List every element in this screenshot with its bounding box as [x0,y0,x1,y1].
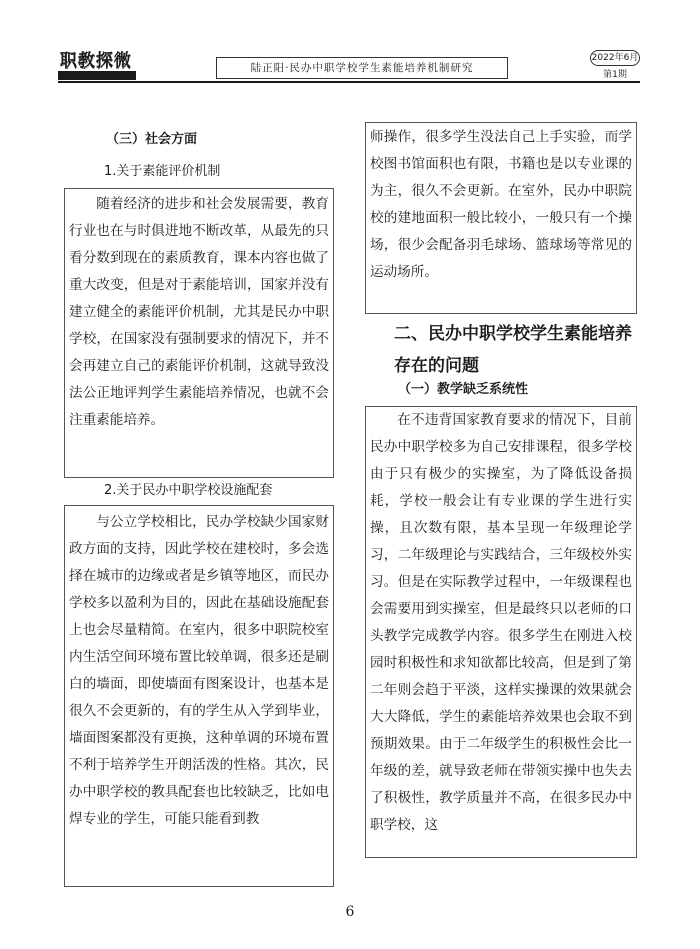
right-paragraph-box [365,406,637,858]
sub1-paragraph: 随着经济的进步和社会发展需要，教育行业也在与时俱进地不断改革，从最先的只看分数到现在的素质教育，课本内容也做了重大改变，但是对于素能培训，国家并没有建立健全的素能评价机制，尤其是民办中职学校，在国家没有强制要求的情况下，并不会再建立自己的素能评价机制，这就导致没法公正地评判学生素能培养情况，也就不会注重素能培养。 [69,196,329,428]
running-title: 陆正阳·民办中职学校学生素能培养机制研究 [216,57,508,79]
sub2-heading: 2.关于民办中职学校设施配套 [104,483,273,498]
right-paragraph: 在不违背国家教育要求的情况下，目前民办中职学校多为自己安排课程，很多学校由于只有极少的实操室，为了降低设备损耗，学校一般会让有专业课的学生进行实操，且次数有限，基本呈现一年级理论学习，二年级理论与实践结合，三年级校外实习。但是在实际教学过程中，一年级课程也会需要用到实操室，但是最终只以老师的口头教学完成教学内容。很多学生在刚进入校园时积极性和求知欲都比较高，但是到了第二年则会趋于平淡，这样实操课的效果就会大大降低，学生的素能培养效果也会取不到预期效果。由于二年级学生的积极性会比一年级的差，就导致老师在带领实操中也失去了积极性，教学质量并不高，在很多民办中职学校，这 [370,412,632,833]
journal-logo [58,50,136,80]
sub2-paragraph: 与公立学校相比，民办学校缺少国家财政方面的支持，因此学校在建校时，多会选择在城市的边缘或者是乡镇等地区，而民办学校多以盈利为目的，因此在基础设施配套上也会尽量精简。在室内，很多中职院校室内生活空间环境布置比较单调，很多还是刷白的墙面，即使墙面有图案设计，也基本是很久不会更新的，有的学生从入学到毕业，墙面图案都没有更换，这种单调的环境布置不利于培养学生开朗活泼的性格。其次，民办中职学校的教具配套也比较缺乏，比如电焊专业的学生，可能只能看到教 [69,514,329,827]
header-rule [58,81,640,83]
page-number: 6 [345,904,355,920]
left-section-heading: （三）社会方面 [106,132,198,147]
sub2-paragraph-box [64,505,334,887]
logo-underline [58,71,136,80]
right-sub-heading: （一）教学缺乏系统性 [398,382,529,397]
sub1-heading: 1.关于素能评价机制 [104,164,221,179]
issue-info [590,50,640,82]
issue-number: 第1期 [603,70,627,80]
sub1-paragraph-box [64,188,334,478]
continued-paragraph-box [365,122,637,314]
right-section-heading: 二、民办中职学校学生素能培养存在的问题 [394,324,632,376]
logo-text: 职教探微 [60,51,132,71]
issue-date: 2022年6月 [590,50,640,66]
continued-paragraph: 师操作，很多学生没法自己上手实验，而学校图书馆面积也有限，书籍也是以专业课的为主，很久不会更新。在室外，民办中职院校的建地面积一般比较小，一般只有一个操场，很少会配备羽毛球场、篮球场等常见的运动场所。 [370,129,632,280]
